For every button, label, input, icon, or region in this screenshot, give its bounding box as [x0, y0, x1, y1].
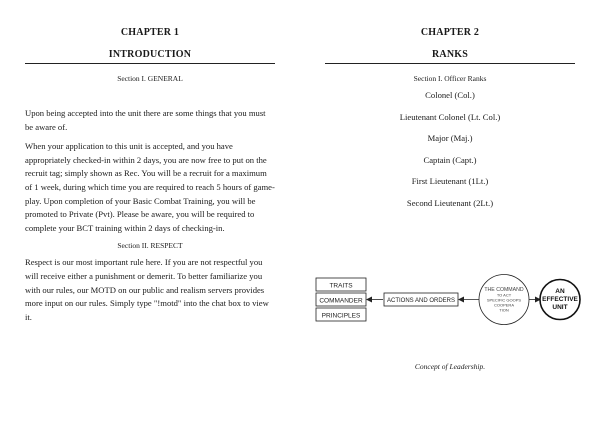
diagram-caption: Concept of Leadership. — [414, 362, 486, 371]
effective-unit-line2: EFFECTIVE — [542, 296, 578, 303]
principles-label: PRINCIPLES — [321, 312, 361, 320]
section-respect-heading: Section II. RESPECT — [117, 241, 183, 251]
chapter-1-title: INTRODUCTION — [25, 49, 275, 64]
rank-captain: Captain (Capt.) — [423, 154, 477, 165]
command-circle — [479, 275, 529, 325]
intro-paragraph-2: When your application to this unit is accepted, and you have appropriately checked-in within 2 days, you are now free to put on the recruit tag; simply shown as Rec. You will be a recruit for a maximum of 1 week, during which time you are required to reach 5 hours of game-play. Upon completion of your Basic Combat Training, you will be promoted to Private (Pvt). Please be aware, you will be required to complete your BCT training within 2 days of checking-in. — [25, 141, 275, 233]
rank-colonel: Colonel (Col.) — [425, 90, 475, 100]
respect-paragraph: Respect is our most important rule here. If you are not respectful you will receive either a punishment or demerit. To better familiarize you with our rules, our MOTD on our public and realism servers provides more input on our rules. Simply type "!motd" into the chat box to view it. — [25, 257, 269, 322]
effective-unit-line3: UNIT — [552, 304, 568, 311]
command-circle-line3: SPECIFIC GOOPS — [486, 297, 522, 303]
chapter-2-number: CHAPTER 2 — [420, 27, 480, 38]
section-general-heading: Section I. GENERAL — [117, 74, 183, 83]
actions-orders-label: ACTIONS AND ORDERS — [386, 298, 456, 304]
effective-unit-line1: AN — [555, 288, 565, 295]
chapter-1-column — [25, 0, 275, 324]
traits-box — [316, 278, 366, 291]
chapter-2-title: RANKS — [325, 49, 575, 64]
command-circle-line4: COOPERA — [493, 302, 515, 308]
rank-major: Major (Maj.) — [427, 133, 473, 143]
principles-box — [316, 308, 366, 321]
rank-lieutenant-colonel: Lieutenant Colonel (Lt. Col.) — [399, 111, 501, 122]
chapter-2-column — [325, 0, 575, 218]
traits-label: TRAITS — [329, 282, 353, 290]
chapter-1-number: CHAPTER 1 — [120, 27, 180, 38]
commander-label: COMMANDER — [319, 297, 363, 305]
command-circle-line1: THE COMMAND — [484, 287, 524, 293]
command-circle-line5: TION — [499, 307, 509, 313]
section-officer-ranks-heading: Section I. Officer Ranks — [413, 74, 487, 83]
rank-second-lieutenant: Second Lieutenant (2Lt.) — [406, 197, 494, 208]
leadership-diagram — [314, 270, 586, 330]
intro-paragraph-1: Upon being accepted into the unit there are some things that you must be aware of. — [25, 108, 266, 132]
rank-first-lieutenant: First Lieutenant (1Lt.) — [411, 176, 489, 186]
effective-unit-circle — [540, 280, 580, 320]
actions-orders-box — [384, 293, 458, 306]
command-circle-line2: TO ACT — [496, 292, 512, 298]
rank-list — [325, 89, 575, 210]
commander-box — [316, 293, 366, 306]
